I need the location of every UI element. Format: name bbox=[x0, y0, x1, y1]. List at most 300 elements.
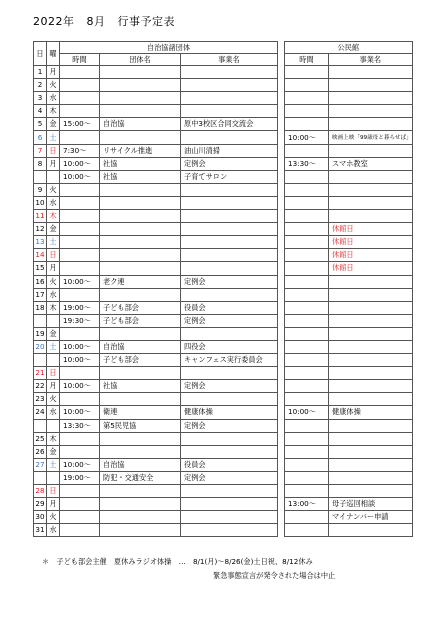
column-gap bbox=[278, 445, 285, 458]
column-gap bbox=[278, 406, 285, 419]
note-line-2: 緊急事態宣言が発令された場合は中止 bbox=[213, 571, 336, 580]
time-cell: 10:00～ bbox=[60, 380, 100, 393]
weekday-cell bbox=[47, 314, 60, 327]
kominkan-event-cell bbox=[329, 354, 413, 367]
table-row bbox=[34, 262, 413, 275]
column-gap bbox=[278, 223, 285, 236]
org-cell: 社協 bbox=[100, 380, 181, 393]
org-cell bbox=[100, 288, 181, 301]
kominkan-event-cell bbox=[329, 314, 413, 327]
table-row bbox=[34, 419, 413, 432]
kominkan-time-cell bbox=[285, 458, 329, 471]
weekday-cell bbox=[47, 354, 60, 367]
column-gap bbox=[278, 42, 285, 66]
event-cell: 油山川清掃 bbox=[181, 144, 278, 157]
table-row bbox=[34, 170, 413, 183]
weekday-cell: 水 bbox=[47, 406, 60, 419]
time-cell: 10:00～ bbox=[60, 406, 100, 419]
time-cell bbox=[60, 445, 100, 458]
kominkan-time-cell bbox=[285, 275, 329, 288]
org-cell bbox=[100, 92, 181, 105]
kominkan-event-cell bbox=[329, 380, 413, 393]
weekday-cell: 日 bbox=[47, 367, 60, 380]
time-cell: 10:00～ bbox=[60, 170, 100, 183]
time-cell bbox=[60, 105, 100, 118]
event-cell: 定例会 bbox=[181, 314, 278, 327]
org-cell bbox=[100, 432, 181, 445]
column-gap bbox=[278, 170, 285, 183]
day-cell bbox=[34, 419, 47, 432]
event-cell bbox=[181, 79, 278, 92]
kominkan-event-cell bbox=[329, 301, 413, 314]
weekday-cell: 木 bbox=[47, 105, 60, 118]
kominkan-time-cell bbox=[285, 419, 329, 432]
column-gap bbox=[278, 118, 285, 131]
table-row bbox=[34, 393, 413, 406]
kominkan-event-cell bbox=[329, 170, 413, 183]
header-time-b: 時間 bbox=[285, 54, 329, 66]
note-line-1: ＊ 子ども部会主催 夏休みラジオ体操 … 8/1(月)～8/26(金)土日祝、8/12休み bbox=[42, 557, 313, 566]
table-row bbox=[34, 406, 413, 419]
header-group-b: 公民館 bbox=[285, 42, 413, 54]
kominkan-time-cell bbox=[285, 118, 329, 131]
column-gap bbox=[278, 471, 285, 484]
column-gap bbox=[278, 144, 285, 157]
kominkan-time-cell bbox=[285, 262, 329, 275]
event-cell: 役員会 bbox=[181, 301, 278, 314]
time-cell bbox=[60, 66, 100, 79]
weekday-cell: 火 bbox=[47, 183, 60, 196]
day-cell: 2 bbox=[34, 79, 47, 92]
day-cell bbox=[34, 314, 47, 327]
event-cell: 定例会 bbox=[181, 157, 278, 170]
event-cell bbox=[181, 288, 278, 301]
org-cell: 子ども部会 bbox=[100, 301, 181, 314]
table-row bbox=[34, 210, 413, 223]
table-row bbox=[34, 144, 413, 157]
table-row bbox=[34, 327, 413, 340]
table-row bbox=[34, 92, 413, 105]
org-cell: 衛連 bbox=[100, 406, 181, 419]
column-gap bbox=[278, 66, 285, 79]
event-cell bbox=[181, 367, 278, 380]
event-cell: 健康体操 bbox=[181, 406, 278, 419]
event-cell bbox=[181, 183, 278, 196]
header-group-a: 自治協諸団体 bbox=[60, 42, 278, 54]
column-gap bbox=[278, 458, 285, 471]
column-gap bbox=[278, 354, 285, 367]
org-cell: 自治協 bbox=[100, 458, 181, 471]
kominkan-time-cell: 10:00～ bbox=[285, 131, 329, 144]
org-cell bbox=[100, 131, 181, 144]
column-gap bbox=[278, 183, 285, 196]
event-cell: キャンフェス実行委員会 bbox=[181, 354, 278, 367]
time-cell bbox=[60, 498, 100, 511]
event-cell bbox=[181, 432, 278, 445]
org-cell: 自治協 bbox=[100, 118, 181, 131]
time-cell bbox=[60, 288, 100, 301]
kominkan-event-cell bbox=[329, 105, 413, 118]
time-cell bbox=[60, 196, 100, 209]
table-row bbox=[34, 66, 413, 79]
header-event-b: 事業名 bbox=[329, 54, 413, 66]
day-cell: 13 bbox=[34, 236, 47, 249]
kominkan-time-cell bbox=[285, 445, 329, 458]
weekday-cell: 月 bbox=[47, 498, 60, 511]
column-gap bbox=[278, 485, 285, 498]
kominkan-time-cell bbox=[285, 92, 329, 105]
day-cell: 4 bbox=[34, 105, 47, 118]
org-cell bbox=[100, 445, 181, 458]
day-cell: 28 bbox=[34, 485, 47, 498]
day-cell: 8 bbox=[34, 157, 47, 170]
time-cell bbox=[60, 485, 100, 498]
kominkan-event-cell bbox=[329, 79, 413, 92]
day-cell: 24 bbox=[34, 406, 47, 419]
event-cell bbox=[181, 223, 278, 236]
event-cell bbox=[181, 236, 278, 249]
event-cell bbox=[181, 105, 278, 118]
kominkan-event-cell: 映画上映「99歳母と暮らせば」 bbox=[329, 131, 413, 144]
org-cell bbox=[100, 79, 181, 92]
weekday-cell: 月 bbox=[47, 157, 60, 170]
day-cell: 27 bbox=[34, 458, 47, 471]
day-cell bbox=[34, 170, 47, 183]
column-gap bbox=[278, 236, 285, 249]
kominkan-event-cell bbox=[329, 340, 413, 353]
table-row bbox=[34, 223, 413, 236]
time-cell bbox=[60, 183, 100, 196]
column-gap bbox=[278, 275, 285, 288]
day-cell: 9 bbox=[34, 183, 47, 196]
kominkan-event-cell: 休館日 bbox=[329, 249, 413, 262]
day-cell: 7 bbox=[34, 144, 47, 157]
table-row bbox=[34, 380, 413, 393]
kominkan-time-cell bbox=[285, 393, 329, 406]
time-cell bbox=[60, 249, 100, 262]
column-gap bbox=[278, 301, 285, 314]
kominkan-event-cell bbox=[329, 288, 413, 301]
table-row bbox=[34, 458, 413, 471]
kominkan-event-cell bbox=[329, 458, 413, 471]
time-cell bbox=[60, 223, 100, 236]
column-gap bbox=[278, 419, 285, 432]
column-gap bbox=[278, 131, 285, 144]
day-cell: 10 bbox=[34, 196, 47, 209]
day-cell: 29 bbox=[34, 498, 47, 511]
kominkan-time-cell bbox=[285, 367, 329, 380]
day-cell: 25 bbox=[34, 432, 47, 445]
kominkan-time-cell bbox=[285, 354, 329, 367]
kominkan-event-cell: 休館日 bbox=[329, 223, 413, 236]
org-cell: 第5民児協 bbox=[100, 419, 181, 432]
day-cell: 1 bbox=[34, 66, 47, 79]
weekday-cell: 月 bbox=[47, 380, 60, 393]
time-cell bbox=[60, 367, 100, 380]
day-cell bbox=[34, 354, 47, 367]
weekday-cell bbox=[47, 170, 60, 183]
column-gap bbox=[278, 327, 285, 340]
event-cell: 定例会 bbox=[181, 471, 278, 484]
table-row bbox=[34, 445, 413, 458]
time-cell: 10:00～ bbox=[60, 275, 100, 288]
column-gap bbox=[278, 498, 285, 511]
org-cell bbox=[100, 327, 181, 340]
time-cell bbox=[60, 131, 100, 144]
column-gap bbox=[278, 262, 285, 275]
kominkan-time-cell bbox=[285, 196, 329, 209]
kominkan-time-cell: 13:00～ bbox=[285, 498, 329, 511]
weekday-cell: 水 bbox=[47, 524, 60, 537]
table-row bbox=[34, 511, 413, 524]
event-cell bbox=[181, 511, 278, 524]
time-cell: 15:00～ bbox=[60, 118, 100, 131]
column-gap bbox=[278, 367, 285, 380]
table-row bbox=[34, 485, 413, 498]
kominkan-event-cell bbox=[329, 419, 413, 432]
column-gap bbox=[278, 105, 285, 118]
kominkan-event-cell bbox=[329, 432, 413, 445]
org-cell: リサイクル推進 bbox=[100, 144, 181, 157]
weekday-cell: 土 bbox=[47, 131, 60, 144]
day-cell: 14 bbox=[34, 249, 47, 262]
event-cell bbox=[181, 524, 278, 537]
weekday-cell: 水 bbox=[47, 92, 60, 105]
time-cell bbox=[60, 393, 100, 406]
time-cell bbox=[60, 210, 100, 223]
time-cell bbox=[60, 79, 100, 92]
kominkan-event-cell bbox=[329, 275, 413, 288]
weekday-cell: 火 bbox=[47, 393, 60, 406]
weekday-cell: 金 bbox=[47, 223, 60, 236]
column-gap bbox=[278, 393, 285, 406]
day-cell: 21 bbox=[34, 367, 47, 380]
weekday-cell: 日 bbox=[47, 249, 60, 262]
kominkan-event-cell: 健康体操 bbox=[329, 406, 413, 419]
column-gap bbox=[278, 511, 285, 524]
kominkan-time-cell bbox=[285, 223, 329, 236]
org-cell: 子ども部会 bbox=[100, 354, 181, 367]
weekday-cell: 金 bbox=[47, 445, 60, 458]
weekday-cell: 火 bbox=[47, 511, 60, 524]
weekday-cell: 水 bbox=[47, 288, 60, 301]
org-cell: 老ク連 bbox=[100, 275, 181, 288]
column-gap bbox=[278, 196, 285, 209]
kominkan-event-cell bbox=[329, 144, 413, 157]
event-cell bbox=[181, 92, 278, 105]
event-cell: 定例会 bbox=[181, 419, 278, 432]
org-cell: 子ども部会 bbox=[100, 314, 181, 327]
table-row bbox=[34, 288, 413, 301]
time-cell bbox=[60, 524, 100, 537]
table-row bbox=[34, 301, 413, 314]
org-cell bbox=[100, 66, 181, 79]
kominkan-time-cell bbox=[285, 485, 329, 498]
day-cell: 3 bbox=[34, 92, 47, 105]
column-gap bbox=[278, 210, 285, 223]
kominkan-event-cell bbox=[329, 66, 413, 79]
event-cell bbox=[181, 393, 278, 406]
weekday-cell: 土 bbox=[47, 340, 60, 353]
column-gap bbox=[278, 380, 285, 393]
kominkan-time-cell bbox=[285, 432, 329, 445]
day-cell: 12 bbox=[34, 223, 47, 236]
table-row bbox=[34, 275, 413, 288]
event-cell bbox=[181, 131, 278, 144]
org-cell: 防犯・交通安全 bbox=[100, 471, 181, 484]
kominkan-time-cell bbox=[285, 511, 329, 524]
weekday-cell: 木 bbox=[47, 301, 60, 314]
event-cell bbox=[181, 66, 278, 79]
weekday-cell bbox=[47, 471, 60, 484]
page-title bbox=[33, 13, 175, 29]
kominkan-time-cell bbox=[285, 340, 329, 353]
table-row bbox=[34, 340, 413, 353]
day-cell: 16 bbox=[34, 275, 47, 288]
kominkan-time-cell bbox=[285, 249, 329, 262]
weekday-cell: 月 bbox=[47, 66, 60, 79]
org-cell bbox=[100, 511, 181, 524]
day-cell: 18 bbox=[34, 301, 47, 314]
weekday-cell: 火 bbox=[47, 79, 60, 92]
kominkan-time-cell bbox=[285, 327, 329, 340]
title-year: 2022年 bbox=[33, 15, 75, 28]
column-gap bbox=[278, 340, 285, 353]
time-cell: 19:30～ bbox=[60, 314, 100, 327]
table-row bbox=[34, 196, 413, 209]
event-cell: 子育てサロン bbox=[181, 170, 278, 183]
time-cell bbox=[60, 262, 100, 275]
weekday-cell: 木 bbox=[47, 210, 60, 223]
time-cell: 10:00～ bbox=[60, 157, 100, 170]
weekday-cell bbox=[47, 419, 60, 432]
event-cell bbox=[181, 498, 278, 511]
table-row bbox=[34, 354, 413, 367]
column-gap bbox=[278, 249, 285, 262]
org-cell bbox=[100, 524, 181, 537]
day-cell: 15 bbox=[34, 262, 47, 275]
header-time-a: 時間 bbox=[60, 54, 100, 66]
column-gap bbox=[278, 92, 285, 105]
weekday-cell: 土 bbox=[47, 236, 60, 249]
kominkan-time-cell bbox=[285, 471, 329, 484]
time-cell: 7:30～ bbox=[60, 144, 100, 157]
table-row bbox=[34, 157, 413, 170]
day-cell: 20 bbox=[34, 340, 47, 353]
kominkan-time-cell bbox=[285, 210, 329, 223]
table-row bbox=[34, 236, 413, 249]
kominkan-event-cell: スマホ教室 bbox=[329, 157, 413, 170]
time-cell bbox=[60, 92, 100, 105]
time-cell: 19:00～ bbox=[60, 301, 100, 314]
kominkan-time-cell bbox=[285, 380, 329, 393]
column-gap bbox=[278, 79, 285, 92]
kominkan-event-cell bbox=[329, 367, 413, 380]
kominkan-event-cell bbox=[329, 471, 413, 484]
event-cell: 定例会 bbox=[181, 380, 278, 393]
org-cell bbox=[100, 210, 181, 223]
header-event-a: 事業名 bbox=[181, 54, 278, 66]
weekday-cell: 金 bbox=[47, 118, 60, 131]
header-row-1 bbox=[34, 42, 413, 54]
day-cell bbox=[34, 471, 47, 484]
org-cell: 自治協 bbox=[100, 340, 181, 353]
weekday-cell: 土 bbox=[47, 458, 60, 471]
kominkan-event-cell bbox=[329, 118, 413, 131]
day-cell: 23 bbox=[34, 393, 47, 406]
day-cell: 19 bbox=[34, 327, 47, 340]
kominkan-time-cell bbox=[285, 105, 329, 118]
table-row bbox=[34, 471, 413, 484]
time-cell: 19:00～ bbox=[60, 471, 100, 484]
weekday-cell: 日 bbox=[47, 144, 60, 157]
table-row bbox=[34, 498, 413, 511]
org-cell bbox=[100, 393, 181, 406]
table-row bbox=[34, 79, 413, 92]
day-cell: 30 bbox=[34, 511, 47, 524]
schedule-table bbox=[33, 41, 413, 537]
kominkan-event-cell bbox=[329, 327, 413, 340]
weekday-cell: 火 bbox=[47, 275, 60, 288]
kominkan-event-cell: 休館日 bbox=[329, 262, 413, 275]
time-cell: 10:00～ bbox=[60, 458, 100, 471]
org-cell: 社協 bbox=[100, 170, 181, 183]
time-cell bbox=[60, 236, 100, 249]
kominkan-time-cell bbox=[285, 314, 329, 327]
header-row-2 bbox=[34, 54, 413, 66]
weekday-cell: 金 bbox=[47, 327, 60, 340]
kominkan-time-cell bbox=[285, 170, 329, 183]
kominkan-event-cell: 休館日 bbox=[329, 236, 413, 249]
org-cell bbox=[100, 223, 181, 236]
day-cell: 22 bbox=[34, 380, 47, 393]
header-weekday: 曜 bbox=[47, 42, 60, 66]
day-cell: 11 bbox=[34, 210, 47, 223]
title-name: 行事予定表 bbox=[117, 15, 175, 28]
kominkan-event-cell bbox=[329, 92, 413, 105]
kominkan-event-cell: マイナンバー申請 bbox=[329, 511, 413, 524]
time-cell: 10:00～ bbox=[60, 340, 100, 353]
kominkan-event-cell: 母子巡回相談 bbox=[329, 498, 413, 511]
time-cell bbox=[60, 511, 100, 524]
org-cell bbox=[100, 196, 181, 209]
org-cell bbox=[100, 498, 181, 511]
event-cell: 役員会 bbox=[181, 458, 278, 471]
table-row bbox=[34, 183, 413, 196]
column-gap bbox=[278, 314, 285, 327]
day-cell: 17 bbox=[34, 288, 47, 301]
kominkan-event-cell bbox=[329, 524, 413, 537]
event-cell bbox=[181, 485, 278, 498]
day-cell: 31 bbox=[34, 524, 47, 537]
org-cell bbox=[100, 249, 181, 262]
kominkan-event-cell bbox=[329, 445, 413, 458]
column-gap bbox=[278, 157, 285, 170]
event-cell bbox=[181, 262, 278, 275]
event-cell bbox=[181, 196, 278, 209]
kominkan-time-cell bbox=[285, 301, 329, 314]
event-cell bbox=[181, 445, 278, 458]
event-cell bbox=[181, 327, 278, 340]
kominkan-time-cell bbox=[285, 66, 329, 79]
kominkan-time-cell bbox=[285, 524, 329, 537]
event-cell bbox=[181, 249, 278, 262]
kominkan-time-cell bbox=[285, 183, 329, 196]
kominkan-event-cell bbox=[329, 210, 413, 223]
title-month: 8月 bbox=[86, 15, 106, 28]
kominkan-event-cell bbox=[329, 196, 413, 209]
table-row bbox=[34, 131, 413, 144]
